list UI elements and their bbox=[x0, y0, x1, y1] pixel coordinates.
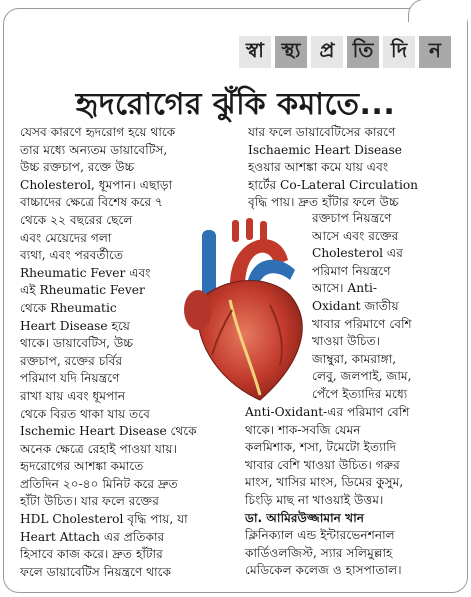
left-column-line: তার মধ্যে অন্যতম ডায়াবেটিস, bbox=[20, 142, 168, 157]
left-column-line: থেকে ২২ বছরের ছেলে bbox=[20, 212, 133, 227]
heart-icon bbox=[160, 215, 320, 405]
left-column-line: Heart Attach এর প্রতিকার bbox=[20, 529, 165, 544]
left-column-line: থেকে বিরত থাকা যায় তবে bbox=[20, 406, 150, 421]
left-column-line: HDL Cholesterol বৃদ্ধি পায়, যা bbox=[20, 512, 188, 527]
right-column-narrow-line: পেঁপে ইত্যাদির মধ্যে bbox=[312, 386, 408, 401]
section-letter: দি bbox=[383, 36, 415, 68]
author-title-line: মেডিকেল কলেজ ও হাসপাতাল। bbox=[245, 563, 402, 578]
right-column-top bbox=[248, 124, 448, 212]
author-title-line: কার্ডিওলজিস্ট, স্যার সলিমুল্লাহ bbox=[245, 545, 393, 560]
heart-illustration bbox=[160, 215, 320, 405]
right-column-narrow-line: Cholesterol এর bbox=[312, 246, 403, 261]
right-column-narrow-line: আসে। Anti- bbox=[312, 281, 377, 296]
frame-tab bbox=[408, 0, 467, 22]
right-column-narrow-line: জাম্বুরা, কামরাঙ্গা, bbox=[312, 351, 397, 366]
section-header bbox=[239, 36, 451, 68]
left-column-line: Heart Disease হয়ে bbox=[20, 318, 130, 333]
left-column-line: রক্তচাপ, রক্তের চর্বির bbox=[20, 353, 123, 368]
right-column-narrow-line: লেবু, জলপাই, জাম, bbox=[312, 369, 412, 384]
left-column-line: হৃদরোগের আশঙ্কা কমাতে bbox=[20, 459, 144, 474]
author-title-line: ক্লিনিক্যাল এন্ড ইন্টারভেনশনাল bbox=[245, 528, 395, 543]
right-column-bottom bbox=[245, 404, 460, 580]
left-column-line: পরিমাণ যদি নিয়ন্ত্রণে bbox=[20, 371, 120, 386]
right-column-narrow-line: রক্তচাপ নিয়ন্ত্রণে bbox=[312, 211, 392, 225]
right-column-narrow-line: খাওয়া উচিত। bbox=[312, 334, 381, 349]
left-column-line: যেসব কারণে হৃদরোগ হয়ে থাকে bbox=[20, 125, 176, 139]
section-letter: স্বা bbox=[239, 36, 271, 68]
right-column-top-line: হওয়ার আশঙ্কা কমে যায় এবং bbox=[248, 160, 389, 175]
right-column-narrow-line: পরিমাণ নিয়ন্ত্রণে bbox=[312, 263, 391, 278]
left-column-line: থেকে Rheumatic bbox=[20, 300, 117, 315]
right-column-bottom-line: Anti-Oxidant-এর পরিমাণ বেশি bbox=[245, 405, 410, 419]
left-column-line: ফলে ডায়াবেটিস নিয়ন্ত্রণে থাকে bbox=[20, 564, 172, 579]
right-column-bottom-line: খাবার বেশি খাওয়া উচিত। গরুর bbox=[245, 457, 400, 472]
right-column-bottom-line: চিংড়ি মাছ না খাওয়াই উত্তম। bbox=[245, 492, 384, 507]
right-column-narrow bbox=[312, 210, 452, 404]
article-headline: হৃদরোগের ঝুঁকি কমাতে... bbox=[75, 87, 396, 122]
left-column-line: এই Rheumatic Fever bbox=[20, 283, 145, 298]
left-column-line: ব্যথা, এবং পরবর্তীতে bbox=[20, 248, 124, 263]
left-column-line: হাঁটা উচিত। যার ফলে রক্তের bbox=[20, 494, 159, 509]
left-column-line: এবং মেয়েদের গলা bbox=[20, 230, 112, 245]
author-name: ডা. আমিরউজ্জামান খান bbox=[245, 510, 364, 525]
left-column-line: প্রতিদিন ২০-৪০ মিনিট করে দ্রুত bbox=[20, 476, 178, 491]
section-letter: প্র bbox=[311, 36, 343, 68]
right-column-top-line: হার্টের Co-Lateral Circulation bbox=[248, 177, 419, 192]
right-column-bottom-line: থাকে। শাক-সবজি যেমন bbox=[245, 422, 361, 437]
left-column-line: Ischemic Heart Disease থেকে bbox=[20, 424, 197, 439]
left-column-line: থাকে। ডায়াবেটিস, উচ্চ bbox=[20, 336, 134, 351]
left-column-line: Cholesterol, ধূমপান। এছাড়া bbox=[20, 177, 173, 192]
left-column-line: হিসাবে কাজ করে। দ্রুত হাঁটার bbox=[20, 547, 163, 562]
right-column-narrow-line: খাবার পরিমাণে বেশি bbox=[312, 316, 412, 331]
right-column-narrow-line: Oxidant জাতীয় bbox=[312, 298, 399, 313]
right-column-top-line: Ischaemic Heart Disease bbox=[248, 142, 402, 157]
left-column-line: অনেক ক্ষেত্রে রেহাই পাওয়া যায়। bbox=[20, 441, 177, 456]
section-letter: তি bbox=[347, 36, 379, 68]
right-column-bottom-line: মাংস, খাসির মাংস, ডিমের কুসুম, bbox=[245, 475, 404, 490]
section-letter: ন bbox=[419, 36, 451, 68]
right-column-bottom-line: কলমিশাক, শসা, টমেটো ইত্যাদি bbox=[245, 440, 397, 455]
left-column-line: রাখা যায় এবং ধূমপান bbox=[20, 388, 126, 403]
right-column-top-line: বৃদ্ধি পায়। দ্রুত হাঁটার ফলে উচ্চ bbox=[248, 195, 399, 210]
right-column-top-line: যার ফলে ডায়াবেটিসের কারণে bbox=[248, 125, 396, 139]
right-column-narrow-line: আসে এবং রক্তের bbox=[312, 228, 399, 243]
section-letter: স্থ্য bbox=[275, 36, 307, 68]
left-column-line: বাচ্চাদের ক্ষেত্রে বিশেষ করে ৭ bbox=[20, 195, 163, 210]
left-column-line: উচ্চ রক্তচাপ, রক্তে উচ্চ bbox=[20, 160, 135, 175]
left-column-line: Rheumatic Fever এবং bbox=[20, 265, 151, 280]
